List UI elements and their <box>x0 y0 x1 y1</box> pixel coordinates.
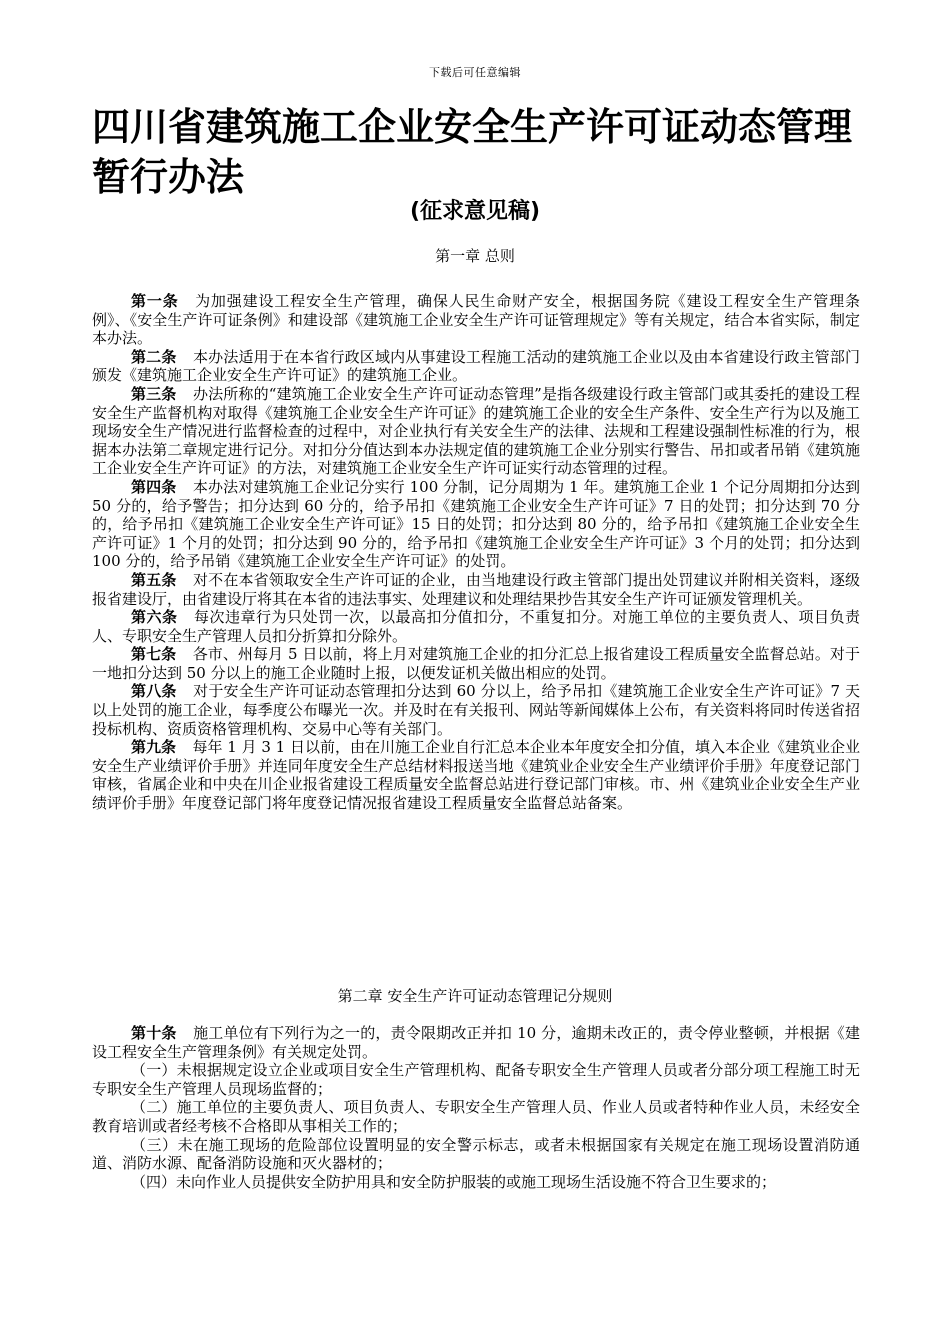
list-item: （四）未向作业人员提供安全防护用具和安全防护服装的或施工现场生活设施不符合卫生要求的； <box>131 1172 777 1191</box>
article-3 <box>92 385 860 478</box>
article-text: 各市、州每月 5 日以前，将上月对建筑施工企业的扣分汇总上报省建设工程质量安全监督总站。对于一地扣分达到 50 分以上的施工企业随时上报，以便发证机关做出相应的处罚。 <box>92 645 860 682</box>
download-note: 下载后可任意编辑 <box>429 66 521 79</box>
article-5 <box>92 571 860 608</box>
article-text: 每次违章行为只处罚一次，以最高扣分值扣分，不重复扣分。对施工单位的主要负责人、项目负责人、专职安全生产管理人员扣分折算扣分除外。 <box>92 608 860 645</box>
article-text: 本办法适用于在本省行政区域内从事建设工程施工活动的建筑施工企业以及由本省建设行政主管部门颁发《建筑施工企业安全生产许可证》的建筑施工企业。 <box>92 347 860 385</box>
chapter-1-body <box>92 292 860 813</box>
article-label: 第二条 <box>131 347 177 366</box>
article-text: 对不在本省领取安全生产许可证的企业，由当地建设行政主管部门提出处罚建议并附相关资料，逐级报省建设厅，由省建设厅将其在本省的违法事实、处理建议和处理结果抄告其安全生产许可证颁发管理机关。 <box>92 570 860 608</box>
article-label: 第一条 <box>131 292 179 310</box>
article-text: 对于安全生产许可证动态管理扣分达到 60 分以上，给予吊扣《建筑施工企业安全生产许可证》7 天以上处罚的施工企业，每季度公布曝光一次。并及时在有关报刊、网站等新闻媒体上公布，有关资料将同时传送省招投标机构、资质资格管理机构、交易中心等有关部门。 <box>92 682 860 738</box>
article-label: 第七条 <box>131 645 177 664</box>
article-9 <box>92 738 860 812</box>
article-label: 第五条 <box>131 570 177 589</box>
chapter-2-heading: 第二章 安全生产许可证动态管理记分规则 <box>337 987 613 1005</box>
article-label: 第九条 <box>131 738 177 757</box>
article-1 <box>92 292 860 348</box>
article-6 <box>92 608 860 645</box>
article-text: 施工单位有下列行为之一的，责令限期改正并扣 10 分，逾期未改正的，责令停业整顿，并根据《建设工程安全生产管理条例》有关规定处罚。 <box>92 1024 860 1061</box>
document-title: 四川省建筑施工企业安全生产许可证动态管理暂行办法 <box>92 105 853 199</box>
article-10 <box>92 1024 860 1061</box>
chapter-1-heading: 第一章 总则 <box>435 247 515 265</box>
article-label: 第三条 <box>131 384 177 403</box>
article-4 <box>92 478 860 571</box>
article-label: 第六条 <box>131 608 178 627</box>
article-label: 第十条 <box>131 1024 177 1042</box>
article-2 <box>92 348 860 385</box>
document-subtitle: (征求意见稿) <box>409 199 541 224</box>
article-label: 第八条 <box>131 682 177 701</box>
article-text: 本办法对建筑施工企业记分实行 100 分制，记分周期为 1 年。建筑施工企业 1 个记分周期扣分达到 50 分的，给予警告；扣分达到 60 分的，给予吊扣《建筑施工企业安全生产许可证》7 日的处罚；扣分达到 70 分的，给予吊扣《建筑施工企业安全生产许可证》15 日的处罚；扣分达到 80 分的，给予吊扣《建筑施工企业安全生产许可证》1 个月的处罚；扣分达到 90 分的，给予吊扣《建筑施工企业安全生产许可证》3 个月的处罚；扣分达到 100 分的，给予吊销《建筑施工企业安全生产许可证》的处罚。 <box>92 477 860 571</box>
article-text: 为加强建设工程安全生产管理，确保人民生命财产安全，根据国务院《建设工程安全生产管理条例》、《安全生产许可证条例》和建设部《建筑施工企业安全生产许可证管理规定》等有关规定，结合本省实际，制定本办法。 <box>92 292 860 348</box>
article-text: 办法所称的“建筑施工企业安全生产许可证动态管理”是指各级建设行政主管部门或其委托的建设工程安全生产监督机构对取得《建筑施工企业安全生产许可证》的建筑施工企业的安全生产条件、安全生产行为以及施工现场安全生产情况进行监督检查的过程中，对企业执行有关安全生产的法律、法规和工程建设强制性标准的行为，根据本办法第二章规定进行记分。对扣分分值达到本办法规定值的建筑施工企业分别实行警告、吊扣或者吊销《建筑施工企业安全生产许可证》的方法，对建筑施工企业安全生产许可证实行动态管理的过程。 <box>92 384 860 478</box>
article-label: 第四条 <box>131 477 177 496</box>
list-item: （一）未根据规定设立企业或项目安全生产管理机构、配备专职安全生产管理人员或者分部分项工程施工时无专职安全生产管理人员现场监督的； <box>92 1061 860 1098</box>
article-text: 每年 1 月 3 1 日以前，由在川施工企业自行汇总本企业本年度安全扣分值，填入本企业《建筑业企业安全生产业绩评价手册》并连同年度安全生产总结材料报送当地《建筑业企业安全生产业绩评价手册》年度登记部门审核，省属企业和中央在川企业报省建设工程质量安全监督总站进行登记部门审核。市、州《建筑业企业安全生产业绩评价手册》年度登记部门将年度登记情况报省建设工程质量安全监督总站备案。 <box>92 738 860 813</box>
list-item: （二）施工单位的主要负责人、项目负责人、专职安全生产管理人员、作业人员或者特种作业人员，未经安全教育培训或者经考核不合格即从事相关工作的； <box>92 1098 860 1135</box>
list-item: （三）未在施工现场的危险部位设置明显的安全警示标志，或者未根据国家有关规定在施工现场设置消防通道、消防水源、配备消防设施和灭火器材的； <box>92 1135 860 1173</box>
chapter-2-body <box>92 1024 860 1191</box>
article-7 <box>92 645 860 682</box>
article-8 <box>92 682 860 738</box>
